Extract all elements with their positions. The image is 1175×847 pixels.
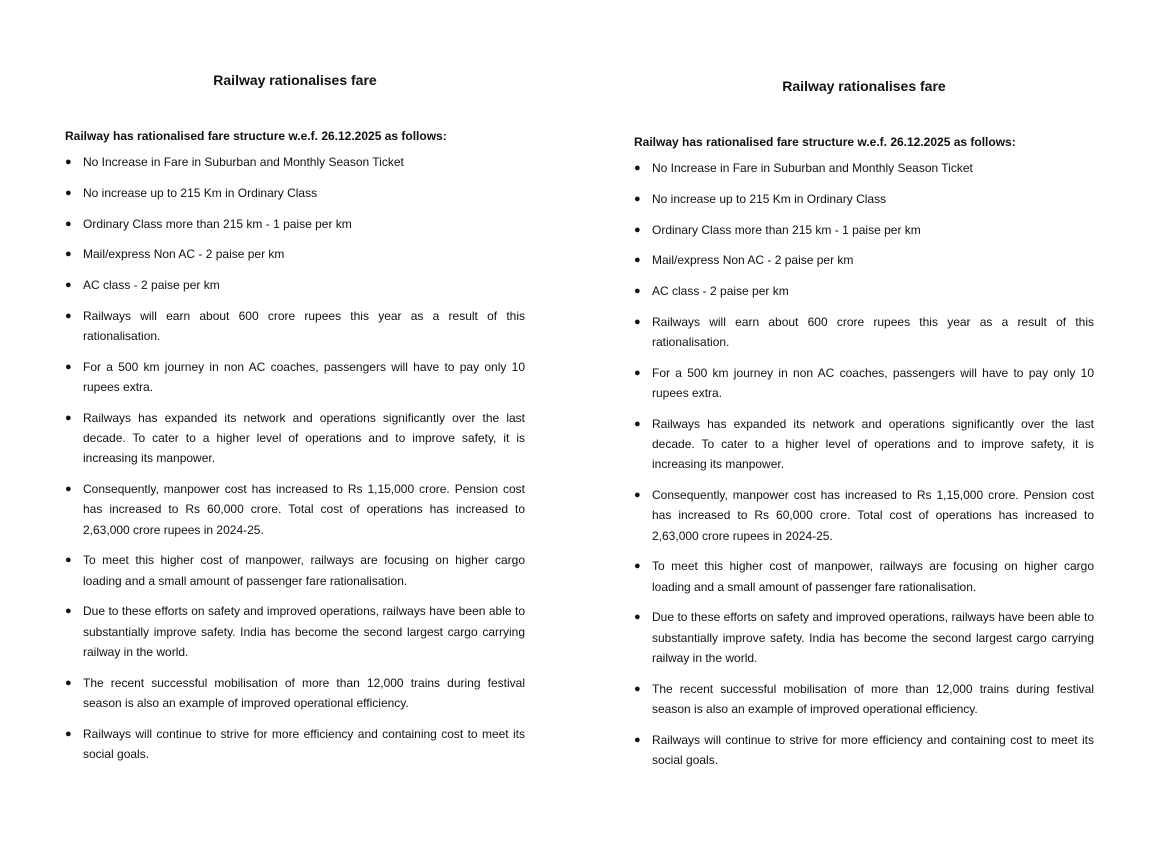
intro-text: Railway has rationalised fare structure w.e.f. 26.12.2025 as follows: (634, 135, 1016, 149)
bullet-icon: ● (65, 156, 72, 168)
document-page-right (634, 76, 1094, 781)
bullet-icon: ● (65, 279, 72, 292)
bullet-icon: ● (634, 733, 641, 746)
intro-text: Railway has rationalised fare structure w.e.f. 26.12.2025 as follows: (65, 129, 447, 143)
list-item: ● Railways will earn about 600 crore rupees this year as a result of this rationalisation. (65, 306, 525, 346)
bullet-icon: ● (634, 611, 641, 624)
list-item: ● To meet this higher cost of manpower, railways are focusing on higher cargo loading and a small amount of passenger fare rationalisation. (634, 556, 1094, 596)
list-item: ● Consequently, manpower cost has increased to Rs 1,15,000 crore. Pension cost has increased to Rs 60,000 crore. Total cost of operations has increased to 2,63,000 crore rupees in 2024-25. (634, 485, 1094, 546)
list-item: ● For a 500 km journey in non AC coaches, passengers will have to pay only 10 rupees extra. (65, 357, 525, 397)
list-item: ● The recent successful mobilisation of more than 12,000 trains during festival season is also an example of improved operational efficiency. (634, 679, 1094, 719)
list-item: ● AC class - 2 paise per km (65, 275, 525, 295)
list-item: ● Ordinary Class more than 215 km - 1 paise per km (634, 220, 1094, 240)
bullet-icon: ● (65, 483, 72, 496)
list-item: ● For a 500 km journey in non AC coaches, passengers will have to pay only 10 rupees extra. (634, 363, 1094, 403)
bullet-icon: ● (634, 366, 641, 379)
bullet-icon: ● (634, 560, 641, 573)
list-item: ● No Increase in Fare in Suburban and Monthly Season Ticket (65, 152, 525, 172)
bullet-icon: ● (65, 605, 72, 618)
bullet-list (65, 152, 525, 764)
bullet-icon: ● (634, 192, 641, 205)
bullet-icon: ● (65, 248, 72, 261)
bullet-icon: ● (65, 411, 72, 424)
list-item: ● No increase up to 215 Km in Ordinary Class (65, 183, 525, 203)
bullet-icon: ● (634, 682, 641, 695)
bullet-icon: ● (65, 360, 72, 373)
bullet-icon: ● (634, 489, 641, 502)
list-item: ● Railways will earn about 600 crore rupees this year as a result of this rationalisation. (634, 312, 1094, 352)
bullet-icon: ● (634, 223, 641, 236)
list-item: ● No Increase in Fare in Suburban and Monthly Season Ticket (634, 158, 1094, 178)
bullet-icon: ● (65, 727, 72, 740)
bullet-icon: ● (65, 554, 72, 567)
page-title: Railway rationalises fare (213, 72, 377, 88)
list-item: ● No increase up to 215 Km in Ordinary Class (634, 189, 1094, 209)
list-item: ● To meet this higher cost of manpower, railways are focusing on higher cargo loading and a small amount of passenger fare rationalisation. (65, 550, 525, 590)
bullet-icon: ● (634, 254, 641, 267)
list-item: ● Railways will continue to strive for more efficiency and containing cost to meet its social goals. (634, 730, 1094, 770)
list-item: ● Mail/express Non AC - 2 paise per km (634, 250, 1094, 270)
document-page-left (65, 70, 525, 775)
list-item: ● The recent successful mobilisation of more than 12,000 trains during festival season is also an example of improved operational efficiency. (65, 673, 525, 713)
bullet-icon: ● (634, 285, 641, 298)
list-item: ● Due to these efforts on safety and improved operations, railways have been able to substantially improve safety. India has become the second largest cargo carrying railway in the world. (65, 601, 525, 662)
list-item: ● AC class - 2 paise per km (634, 281, 1094, 301)
list-item: ● Ordinary Class more than 215 km - 1 paise per km (65, 214, 525, 234)
bullet-icon: ● (634, 315, 641, 328)
bullet-icon: ● (634, 417, 641, 430)
bullet-list (634, 158, 1094, 770)
list-item: ● Due to these efforts on safety and improved operations, railways have been able to substantially improve safety. India has become the second largest cargo carrying railway in the world. (634, 607, 1094, 668)
bullet-icon: ● (634, 162, 641, 174)
bullet-icon: ● (65, 186, 72, 199)
list-item: ● Railways has expanded its network and operations significantly over the last decade. To cater to a higher level of operations and to improve safety, it is increasing its manpower. (65, 408, 525, 469)
list-item: ● Railways has expanded its network and operations significantly over the last decade. To cater to a higher level of operations and to improve safety, it is increasing its manpower. (634, 414, 1094, 475)
list-item: ● Consequently, manpower cost has increased to Rs 1,15,000 crore. Pension cost has increased to Rs 60,000 crore. Total cost of operations has increased to 2,63,000 crore rupees in 2024-25. (65, 479, 525, 540)
bullet-icon: ● (65, 676, 72, 689)
page-title: Railway rationalises fare (782, 78, 946, 94)
bullet-icon: ● (65, 309, 72, 322)
list-item: ● Railways will continue to strive for more efficiency and containing cost to meet its social goals. (65, 724, 525, 764)
list-item: ● Mail/express Non AC - 2 paise per km (65, 244, 525, 264)
bullet-icon: ● (65, 217, 72, 230)
